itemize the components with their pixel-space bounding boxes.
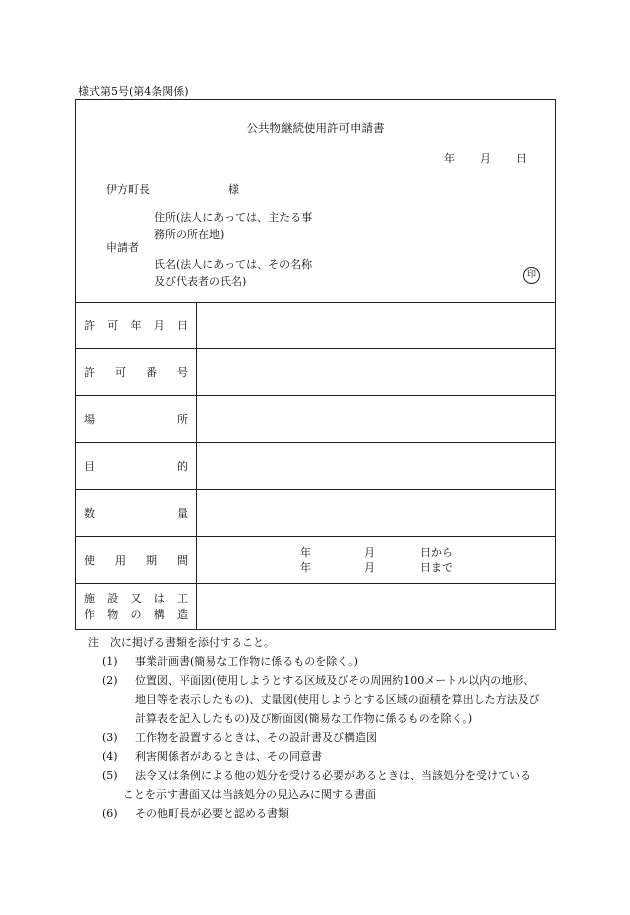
structure-label [76,584,197,629]
date-year-label: 年 [444,152,455,165]
note-line: 利害関係者があるときは、その同意書 [135,750,322,763]
note-line: 計算表を記入したもの)及び断面図(簡易な工作物に係るものを除く。) [135,712,473,725]
row-label-char: 的 [177,460,188,473]
note-line: ことを示す書面又は当該処分の見込みに関する書面 [123,788,376,801]
notes-header: 注 次に掲げる書類を添付すること。 [88,636,275,649]
note-number: (3) [102,731,118,744]
location-label [76,396,197,442]
permit-number-label [76,349,197,395]
note-number: (4) [102,750,118,763]
period-row [76,537,555,584]
notes-section [90,633,560,823]
addressee-name: 伊方町長 [106,183,150,196]
row-label-char: 施 [84,591,95,605]
period-year-2: 年 [300,561,311,574]
row-label-char: 間 [177,554,188,567]
note-line: その他町長が必要と認める書類 [135,807,289,820]
row-label-char: 作 [84,607,95,621]
row-label-char: 許 [84,366,95,379]
row-label-char: 日 [177,319,188,332]
row-label-char: 構 [153,607,165,621]
quantity-row [76,490,555,537]
form-title: 公共物継続使用許可申請書 [246,121,385,135]
note-line: 地目等を表示したもの)、丈量図(使用しようとする区域の面積を算出した方法及び [135,693,540,706]
row-label-char: 許 [84,319,95,332]
row-label-char: 可 [115,366,126,379]
note-line: 法令又は条例による他の処分を受ける必要があるときは、当該処分を受けている [135,769,531,782]
period-label [76,537,197,583]
date-month-label: 月 [480,152,491,165]
note-number: (6) [102,807,118,820]
note-line: 位置図、平面図(使用しようとする区域及びその周囲約100メートル以内の地形、 [135,674,535,687]
row-label-char: 番 [146,366,157,379]
notes-list [90,652,560,823]
row-label-char: 造 [177,607,188,621]
note-number: (2) [102,674,118,687]
row-label-char: 目 [84,460,95,473]
note-line: 工作物を設置するときは、その設計書及び構造図 [135,731,377,744]
note-item [90,728,560,747]
structure-row [76,584,555,629]
row-label-char: 物 [107,607,119,621]
row-label-char: 使 [84,554,95,567]
row-label-char: 設 [107,591,119,605]
permit-number-row [76,349,555,396]
period-until: 日まで [420,561,453,574]
row-label-char: 年 [130,319,142,332]
addressee-honorific: 様 [228,183,239,196]
note-item [90,652,560,671]
row-label-char: 量 [177,507,188,520]
row-label-char: 所 [177,413,188,426]
note-number: (1) [102,655,118,668]
purpose-label [76,443,197,489]
note-item [90,671,560,728]
row-label-char: 月 [153,319,165,332]
row-label-char: の [130,607,142,621]
period-year-1: 年 [300,546,311,559]
form-header [76,100,555,303]
period-month-1: 月 [364,546,375,559]
location-row [76,396,555,443]
applicant-label: 申請者 [106,241,139,254]
name-label: 氏名(法人にあっては、その名称 及び代表者の氏名) [154,258,313,288]
row-label-char: 又 [130,591,142,605]
row-label-char: 工 [177,591,188,605]
note-line: 事業計画書(簡易な工作物に係るものを除く。) [135,655,358,668]
purpose-row [76,443,555,490]
period-from: 日から [420,546,453,559]
address-label: 住所(法人にあっては、主たる事 務所の所在地) [154,211,313,241]
period-month-2: 月 [364,561,375,574]
seal-mark: 印 [523,267,540,284]
row-label-char: 期 [146,554,157,567]
note-number: (5) [102,769,118,782]
application-form [75,99,556,630]
permit-date-label [76,302,197,348]
row-label-char: 号 [177,366,188,379]
note-item [90,766,560,804]
note-item [90,804,560,823]
permit-date-row [76,302,555,349]
row-label-char: 場 [84,413,95,426]
row-label-char: は [153,591,165,605]
row-label-char: 用 [115,554,126,567]
quantity-label [76,490,197,536]
note-item [90,747,560,766]
form-number-label: 様式第5号(第4条関係) [78,85,189,98]
row-label-char: 可 [107,319,119,332]
date-day-label: 日 [516,152,527,165]
row-label-char: 数 [84,507,95,520]
